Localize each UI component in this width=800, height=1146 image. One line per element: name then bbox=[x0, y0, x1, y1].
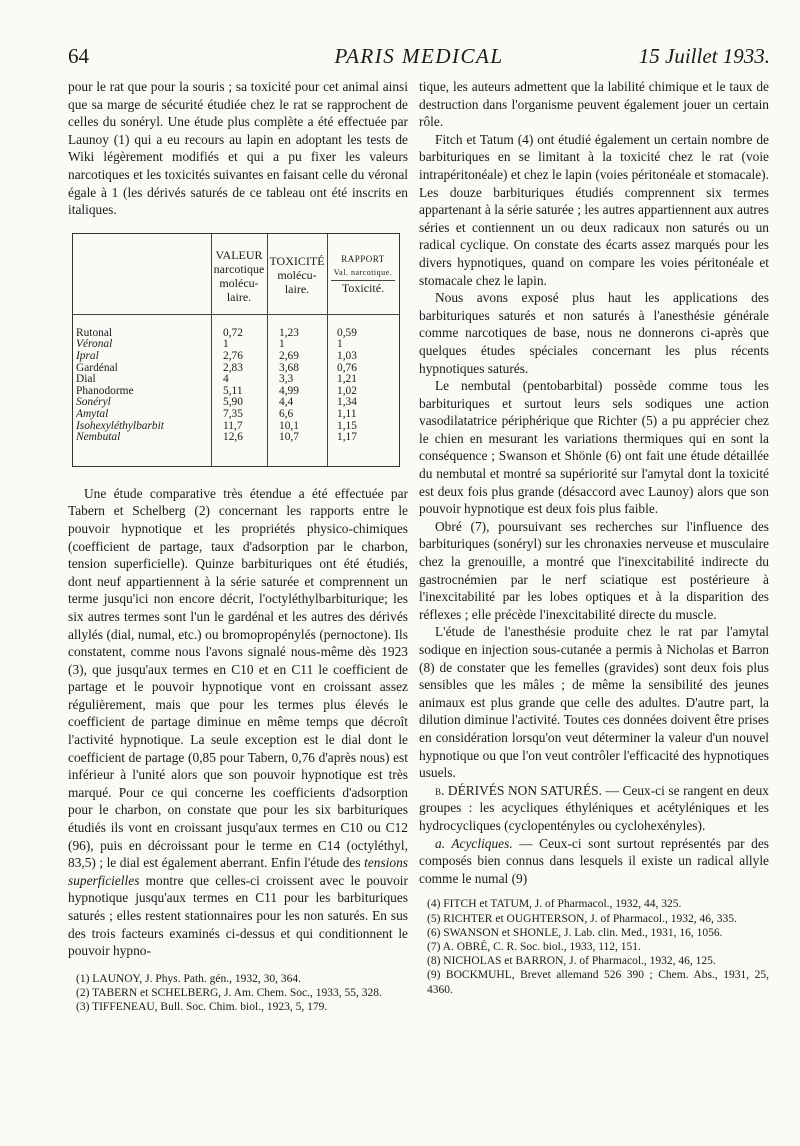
page-number: 64 bbox=[68, 44, 89, 68]
compound-name: Rutonal bbox=[76, 327, 113, 339]
col-header-narcotic: VALEUR narcotique molécu-laire. bbox=[213, 247, 265, 304]
toxicity-value: 1 bbox=[279, 338, 285, 351]
footnote: (2) TABERN et SCHELBERG, J. Am. Chem. Soc., 1933, 55, 328. bbox=[76, 986, 382, 999]
page-header bbox=[68, 44, 770, 72]
paragraph: pour le rat que pour la souris ; sa toxicité pour cet animal ainsi que sa marge de sécurité étudiée chez le rat se rapprochent de celles du sonéryl. Une étude plus complète a été effectuée par Launoy (1) qui a eu recours au lapin en adoptant les tests de Wiki légèrement modifiés et qui a pu fixer les valeurs narcotiques et les toxicités suivantes en faisant celle du véronal égale à 1 (les dérivés saturés de ce tableau ont été inscrits en italiques. bbox=[68, 79, 408, 218]
ratio-value: 1,34 bbox=[337, 396, 357, 409]
ratio-header-denominator: Toxicité. bbox=[341, 280, 385, 295]
ratio-value: 1,15 bbox=[337, 419, 357, 432]
narcotic-value: 5,90 bbox=[223, 396, 243, 409]
narcotic-value: 11,7 bbox=[223, 419, 243, 432]
issue-date: 15 Juillet 1933. bbox=[638, 44, 770, 68]
paragraph: tique, les auteurs admettent que la labilité chimique et le taux de destruction dans l'organisme peuvent également jouer un certain rôle. bbox=[419, 79, 769, 130]
section-heading: b. DÉRIVÉS NON SATURÉS. bbox=[435, 782, 602, 798]
footnote: (3) TIFFENEAU, Bull. Soc. Chim. biol., 1923, 5, 179. bbox=[76, 1001, 328, 1014]
table-row bbox=[73, 409, 399, 421]
ratio-value: 1 bbox=[337, 338, 343, 351]
journal-title: PARIS MEDICAL bbox=[334, 44, 504, 68]
subsection-heading: a. Acycliques. bbox=[435, 835, 513, 851]
right-column bbox=[419, 78, 769, 997]
compound-name: Ipral bbox=[76, 350, 99, 362]
paragraph: L'étude de l'anesthésie produite chez le rat par l'amytal sodique en injection sous-cutanée a permis à Nicholas et Barron (8) de constater que les femelles (gravides) sont deux fois plus sensibles que les mâles ; de même la sensibilité des jeunes animaux est plus grande que celle des adultes. D'autre part, la dilution diminue l'activité. Toutes ces données doivent être prises en considération lorsqu'on veut déterminer la valeur d'un nouvel hypnotique ou que l'on veut contrôler l'efficacité des hypnotiques usuels. bbox=[419, 624, 769, 781]
paragraph-text: montre que celles-ci croissent avec le pouvoir hypnotique jusqu'aux termes en C11 pour les barbituriques saturés ; elles restent stationnaires pour les non saturés. En sus des trois facteurs examinés ci-dessus et qui conditionnent le pouvoir hypno- bbox=[68, 872, 408, 959]
table-row bbox=[73, 432, 399, 444]
toxicity-value: 1,23 bbox=[279, 326, 299, 339]
ratio-value: 1,03 bbox=[337, 349, 357, 362]
table-row bbox=[73, 351, 399, 363]
paragraph-text: — Ceux-ci sont surtout représentés par des composés bien connus dans lesquels il existe un radical allyle comme le numal (9) bbox=[419, 835, 769, 886]
paragraph bbox=[68, 485, 408, 960]
paragraph: Fitch et Tatum (4) ont étudié également un certain nombre de barbituriques en se limitant à la toxicité chez le rat (voie intrapéritonéale) et chez le lapin (voies péritonéale et stomacale). Les douze barbituriques étudiés comprennent six termes appartenant à la série saturée ; les autres appartiennent aux autres séries et contiennent un ou deux radicaux non saturés ou un radical cyclique. On constate des écarts assez marqués pour les divers hypnotiques, quand on compare les voies péritonéale et stomacale chez le lapin. bbox=[419, 131, 769, 288]
toxicity-value: 10,1 bbox=[279, 419, 299, 432]
compound-name: Nembutal bbox=[76, 432, 121, 444]
narcotic-value: 1 bbox=[223, 338, 229, 351]
paragraph bbox=[419, 835, 769, 888]
footnote: (1) LAUNOY, J. Phys. Path. gén., 1932, 30, 364. bbox=[76, 972, 301, 985]
toxicity-value: 3,3 bbox=[279, 373, 294, 386]
narcotic-value: 0,72 bbox=[223, 326, 243, 339]
left-column bbox=[68, 78, 408, 1014]
paragraph: Obré (7), poursuivant ses recherches sur l'influence des barbituriques (sonéryl) sur les chronaxies nerveuse et musculaire chez la grenouille, a montré que l'inexcitabilité indirecte du gastrocnémien par le nerf sciatique est postérieure à l'inexcitabilité par les lobes optiques et à la disparition des réflexes ; elle précède l'inexcitabilité directe du muscle. bbox=[419, 518, 769, 622]
footnote: (7) A. OBRÉ, C. R. Soc. biol., 1933, 112, 151. bbox=[427, 940, 641, 953]
footnote: (5) RICHTER et OUGHTERSON, J. of Pharmacol., 1932, 46, 335. bbox=[427, 912, 737, 925]
footnote: (8) NICHOLAS et BARRON, J. of Pharmacol., 1932, 46, 125. bbox=[427, 955, 716, 968]
footnotes-left bbox=[68, 972, 408, 1015]
toxicity-value: 4,4 bbox=[279, 396, 294, 409]
compound-name: Amytal bbox=[76, 408, 109, 420]
narcotic-value: 2,76 bbox=[223, 349, 243, 362]
toxicity-value: 4,99 bbox=[279, 384, 299, 397]
paragraph bbox=[419, 782, 769, 835]
ratio-header-numerator: Val. narcotique. bbox=[331, 266, 395, 281]
compound-name: Dial bbox=[76, 374, 96, 386]
ratio-value: 1,17 bbox=[337, 431, 357, 444]
paragraph: Nous avons exposé plus haut les applications des barbituriques saturés et non saturés à l'anesthésie générale comme narcotiques de base, nous ne donnerons ci-après que quelques études spéciales concernant les plus récents hypnotiques saturés. bbox=[419, 290, 769, 376]
toxicity-value: 10,7 bbox=[279, 431, 299, 444]
paragraph: Le nembutal (pentobarbital) possède comme tous les barbituriques et surtout leurs sels sodiques une action vasodilatatrice périphérique que Richter (5) a pu apprécier chez le chien en mesurant les variations thermiques qui en sont la conséquence ; Swanson et Shönle (6) ont fait une étude détaillée du nembutal et montré sa supériorité sur l'amytal dont la toxicité est deux fois plus grande (désaccord avec Launoy) alors que son pouvoir hypnotique est deux fois plus faible. bbox=[419, 378, 769, 517]
compound-name: Sonéryl bbox=[76, 397, 111, 409]
compound-name: Isohexyléthylbarbit bbox=[76, 420, 164, 432]
col-header-ratio bbox=[329, 252, 397, 295]
toxicity-value: 6,6 bbox=[279, 407, 294, 420]
ratio-value: 0,76 bbox=[337, 361, 357, 374]
narcotic-value: 5,11 bbox=[223, 384, 243, 397]
table-row bbox=[73, 328, 399, 340]
narcotic-value: 4 bbox=[223, 373, 229, 386]
narcotic-value: 7,35 bbox=[223, 407, 243, 420]
ratio-value: 1,02 bbox=[337, 384, 357, 397]
paragraph-italic: tensions superficielles bbox=[68, 855, 408, 888]
paragraph-text: — Ceux-ci se rangent en deux groupes : les acycliques éthyléniques et acétyléniques et les hydrocycliques (cyclopentényles ou cyclohexényles). bbox=[419, 782, 769, 833]
ratio-value: 1,21 bbox=[337, 373, 357, 386]
ratio-value: 1,11 bbox=[337, 407, 357, 420]
footnote: (4) FITCH et TATUM, J. of Pharmacol., 1932, 44, 325. bbox=[427, 898, 682, 911]
paragraph-text: Une étude comparative très étendue a été effectuée par Tabern et Schelberg (2) concernant les rapports entre le pouvoir hypnotique et les propriétés physico-chimiques (coefficient de partage, taux d'adsorption par le charbon, tension superficielle). Quinze barbituriques ont été étudiés, dont neuf appartiennent à la série saturée et comprennent un terme jusqu'ici non encore décrit, l'octyléthylbarbiturique; les six autres termes sont l'un le gardénal et les autres des dérivés allylés (dial, numal, etc.) ou bromopropénylés (pernoctone). Ils constatent, comme nous l'avons signalé nous-même dès 1923 (3), que jusqu'aux termes en C10 et en C11 le coefficient de partage et le pouvoir hypnotique vont en croissant assez régulièrement, mais que pour les termes plus élevés le coefficient de partage diminue en même temps que décroît l'activité hypnotique. La seule exception est le dial dont le coefficient de partage (0,85 pour Tabern, 0,76 d'après nous) est inférieur à l'unité alors que son pouvoir hypnotique est très marqué. Pour ce qui concerne les coefficients d'adsorption pour le charbon, on constate que pour les six barbituriques étudiés ils vont en croissant jusqu'aux termes en C10 ou C12 (96), puis en décroissant pour le terme en C14 (octyléthyl, 83,5) ; le dial est également aberrant. Enfin l'étude des bbox=[68, 485, 408, 871]
data-table bbox=[72, 233, 400, 467]
footnote: (9) BOCKMUHL, Brevet allemand 526 390 ; Chem. Abs., 1931, 25, 4360. bbox=[427, 969, 769, 996]
ratio-header-label: RAPPORT bbox=[341, 253, 385, 264]
toxicity-value: 2,69 bbox=[279, 349, 299, 362]
compound-name: Véronal bbox=[76, 339, 113, 351]
toxicity-value: 3,68 bbox=[279, 361, 299, 374]
footnotes-right bbox=[419, 897, 769, 996]
narcotic-value: 2,83 bbox=[223, 361, 243, 374]
table-row bbox=[73, 374, 399, 386]
compound-name: Phanodorme bbox=[76, 385, 134, 397]
ratio-value: 0,59 bbox=[337, 326, 357, 339]
compound-name: Gardénal bbox=[76, 362, 118, 374]
footnote: (6) SWANSON et SHONLE, J. Lab. clin. Med., 1931, 16, 1056. bbox=[427, 926, 723, 939]
narcotic-value: 12,6 bbox=[223, 431, 243, 444]
col-header-toxicity: TOXICITÉ molécu-laire. bbox=[269, 253, 325, 296]
